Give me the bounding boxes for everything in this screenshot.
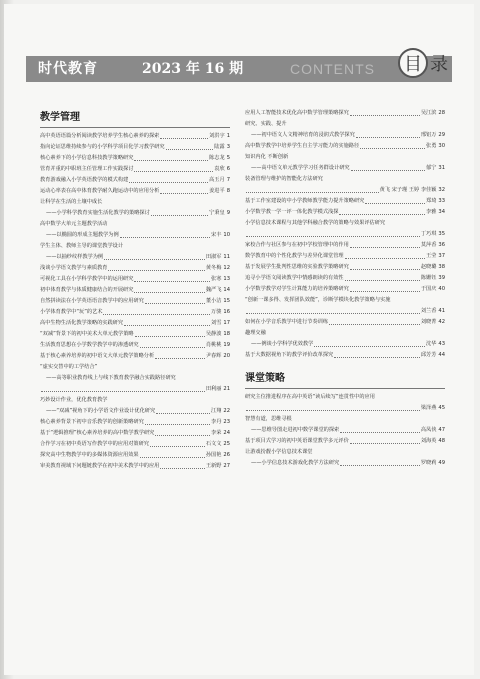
contents-word: CONTENTS [290,61,375,77]
toc-entry-page: 29 [438,132,445,138]
toc-entry-title: 如何在小学音乐教学中进行节奏训练 [245,319,329,325]
toc-leader-dots [134,160,208,161]
toc-entry-page: 8 [226,188,230,194]
toc-entry-author: 吴静波 [205,331,222,337]
toc-entry-author: 袁欣 [214,166,225,172]
toc-entry-title: 指向论证思维持续参与的小学科学项目化学习教学研究 [40,144,165,150]
toc-entry-author: 李雅 [426,209,437,215]
toc-entry-page: 24 [223,430,230,436]
toc-entry [245,163,445,174]
toc-entry-title: 自然拼读法在小学英语语音教学中的应用研究 [40,298,144,304]
toc-leader-dots [129,182,208,183]
toc-entry-title: 核心素养下的小学信息科技教学策略研究 [40,155,134,161]
toc-entry-page: 20 [223,353,230,359]
toc-leader-dots [350,115,420,116]
toc-entry [40,428,230,439]
toc-entry [245,152,445,163]
toc-entry-page: 10 [223,232,230,238]
toc-entry-page: 43 [438,341,445,347]
toc-entry-title: 家校合作与社区参与在初中学校管理中的作用 [245,242,349,248]
toc-leader-dots [108,270,204,271]
toc-entry [40,318,230,329]
toc-entry [245,414,445,425]
toc-entry-page: 3 [226,144,230,150]
toc-entry [40,439,230,450]
toc-entry-title: 管育并重的中职班主任管理工作实践探讨 [40,166,134,172]
toc-entry-title: 让科学在生活的土壤中成长 [40,199,103,205]
toc-entry-author: 莫萍香 [420,242,437,248]
toc-entry-author: 赵晓璐 [420,264,437,270]
toc-entry [40,230,230,241]
toc-entry-title: 生活教育思想在小学数学教学中的渗透研究 [40,342,139,348]
toc-leader-dots [334,357,420,358]
toc-entry-page: 30 [438,143,445,149]
toc-leader-dots [134,281,210,282]
toc-entry-title: 基于发展学生批判性思维的实验教学策略研究 [245,264,349,270]
toc-leader-dots [150,446,205,447]
toc-entry-page: 34 [438,209,445,215]
toc-entry [40,461,230,472]
toc-entry-author: 宋丰 [211,232,222,238]
toc-entry-title: 趣理交融 [245,330,266,336]
toc-entry-page: 40 [438,286,445,292]
toc-entry [245,251,445,262]
toc-entry-page: 27 [223,463,230,469]
right-entry-list-b [245,392,445,469]
toc-entry [245,403,445,414]
toc-entry [245,436,445,447]
toc-leader-dots [135,336,205,337]
toc-entry [40,186,230,197]
toc-entry-page: 41 [438,308,445,314]
toc-entry-author: 宁秉皇 [209,210,225,216]
toc-leader-dots [104,259,205,260]
toc-entry-title: ——“双减”视角下的小学语文作业设计优化研究 [46,408,156,414]
toc-leader-dots [124,325,210,326]
toc-entry-author: 刘海英 [420,438,437,444]
toc-entry [245,229,445,240]
toc-entry-author: 万骏 [211,309,222,315]
toc-leader-dots [350,443,420,444]
toc-entry-page: 19 [223,342,230,348]
toc-entry-author: 邢铝万 [420,132,437,138]
toc-entry [40,395,230,406]
toc-entry-page: 31 [438,165,445,171]
toc-entry-title: 高中生物生活化教学策略的实践研究 [40,320,124,326]
toc-entry-title: 巧妙设计作业，优化教育教学 [40,397,108,403]
toc-entry-title: “虚实交替中的工学结合” [40,364,98,370]
toc-entry-page: 21 [223,386,230,392]
toc-entry [245,350,445,361]
magazine-title: 时代教育 [38,61,98,77]
toc-entry-author: 黄冬梅 [205,265,222,271]
toc-entry-page: 5 [226,155,230,161]
toc-entry [245,306,445,317]
toc-leader-dots [339,214,425,215]
toc-entry [245,174,445,185]
toc-entry-title: “创新一课多得、发挥团队效能”，诊断学模块化教学策略与实施 [245,297,391,303]
toc-entry [40,450,230,461]
toc-entry-author: 孙国艳 [205,452,222,458]
toc-entry-title: ——小学科学教育实施生活化教学的策略探讨 [46,210,150,216]
toc-leader-dots [140,347,205,348]
toc-entry-title: 应用人工智能技术优化高中数学管理策略探究 [245,110,349,116]
toc-entry [245,425,445,436]
toc-entry-author: 沈华 [426,341,437,347]
toc-entry [40,175,230,186]
toc-entry-page: 28 [438,110,445,116]
toc-entry-title: 装备管理与维护的智能化方法研究 [245,176,323,182]
toc-entry [40,164,230,175]
toc-entry-author: 丁巧琪 [420,231,437,237]
toc-entry-page: 42 [438,319,445,325]
toc-entry [40,197,230,208]
toc-entry-title: ——以抽纱纹样教学为例 [46,254,104,260]
toc-entry-title: “双减”背景下的初中美术大单元教学策略 [40,331,134,337]
toc-entry-author: 石文文 [205,441,222,447]
toc-entry-page: 13 [223,276,230,282]
toc-entry [245,284,445,295]
toc-leader-dots [246,236,420,237]
toc-entry-title: 基于工作室建设的中小学教师教学能力提升策略研究 [245,198,365,204]
toc-entry [40,417,230,428]
toc-entry-author: 梁泽燕 [420,405,437,411]
toc-leader-dots [156,413,210,414]
toc-leader-dots [160,138,208,139]
toc-entry-page: 9 [226,210,230,216]
toc-entry [40,142,230,153]
toc-entry-author: 罗晓莉 [420,460,437,466]
toc-entry [40,241,230,252]
toc-entry [245,108,445,119]
toc-entry-author: 刘晓菁 [420,319,437,325]
toc-entry [40,131,230,142]
toc-entry-title: ——初中语文人文精神培育的浸润式教学探究 [251,132,355,138]
toc-entry-title: ——以椭圆的形成主题教学为例 [46,232,119,238]
toc-entry-author: 吴江滨 [420,110,437,116]
toc-entry-page: 7 [226,177,230,183]
toc-entry-title: ——小学信息技术游戏化教学方法研究 [251,460,340,466]
toc-entry-page: 22 [223,408,230,414]
toc-entry-author: 田利丽 [205,386,222,392]
left-column [40,108,230,472]
toc-leader-dots [356,137,420,138]
toc-entry [245,196,445,207]
toc-leader-dots [134,171,213,172]
toc-entry [245,295,445,306]
toc-leader-dots [340,432,420,433]
toc-entry-page: 33 [438,198,445,204]
toc-leader-dots [145,424,210,425]
toc-entry [40,285,230,296]
toc-entry [40,406,230,417]
toc-entry-author: 董小洁 [205,298,222,304]
section-divider [245,388,445,389]
toc-entry-page: 39 [438,275,445,281]
toc-entry-title: ——思维导图走进初中数学课堂的探索 [251,427,340,433]
toc-entry-page: 16 [223,309,230,315]
toc-entry-title: 小学数学教学对学生计算能力的培养策略研究 [245,286,349,292]
toc-entry-title: 运动心率表在高中体育教学耐久跑运动中的应用分析 [40,188,160,194]
toc-leader-dots [155,435,210,436]
toc-entry-title: 高中数学大单元主题教学活动 [40,221,108,227]
toc-entry [245,119,445,130]
toc-entry-title: 高中英语语篇分析阅读教学培养学生核心素养的探索 [40,133,160,139]
toc-entry-title: 智慧有道，思维寻根 [245,416,292,422]
toc-entry [245,392,445,403]
toc-entry-title: 基于核心素养培养的初中语文大单元教学策略分析 [40,353,155,359]
toc-entry-page: 38 [438,264,445,270]
toc-entry-author: 陆露 [214,144,225,150]
toc-entry-title: 审美教育视域下问题链教学在初中美术教学中的应用 [40,463,160,469]
toc-entry [40,263,230,274]
right-entry-list-a [245,108,445,361]
toc-entry-page: 17 [223,320,230,326]
toc-entry [40,329,230,340]
toc-entry-title: 追寻小学语文阅读教学中情感朗读的有效性 [245,275,344,281]
toc-entry-author: 王新野 [205,463,222,469]
toc-entry-page: 37 [438,253,445,259]
toc-entry [40,340,230,351]
toc-entry [40,252,230,263]
toc-leader-dots [166,149,214,150]
toc-leader-dots [350,291,420,292]
toc-entry-title: 研究主位推进程序在高中英语“读后续写”连贯性中的应用 [245,394,375,400]
issue-label: 2023 年 16 期 [142,61,244,77]
toc-entry-page: 49 [438,460,445,466]
toc-entry [245,262,445,273]
toc-entry-title: 高中数学教学中培养学生自主学习能力的实施路径 [245,143,360,149]
toc-entry-title: 小学信息技术课程与其他学科融合教学的策略与效果评估研究 [245,220,386,226]
toc-entry-author: 李荣 [211,430,222,436]
toc-entry-page: 35 [438,231,445,237]
toc-entry [245,328,445,339]
toc-entry-author: 刘雪 [211,320,222,326]
toc-leader-dots [329,324,420,325]
toc-leader-dots [365,203,425,204]
toc-entry [40,208,230,219]
toc-entry [40,373,230,384]
toc-entry-title: ——高等职业教育线上与线下教育教学融合实践路径研究 [46,375,176,381]
section-title-strategy: 课堂策略 [245,373,285,384]
toc-entry-author: 姜进平 [209,188,225,194]
toc-entry-author: 刘兰香 [420,308,437,314]
toc-entry-page: 26 [223,452,230,458]
toc-entry-title: 知识内化 不断创新 [245,154,289,160]
toc-entry-page: 48 [438,438,445,444]
toc-leader-dots [345,280,420,281]
section-title-management: 教学管理 [40,112,80,123]
mulu-char-1: 目 [404,54,422,75]
toc-entry-author: 尹春辉 [205,353,222,359]
toc-entry-page: 44 [438,352,445,358]
toc-entry-author: 陈姗钰 [420,275,437,281]
toc-entry-title: 学生主体、教师主导的课堂教学设计 [40,243,124,249]
toc-entry-page: 6 [226,166,230,172]
toc-entry-author: 刘洪宇 [209,133,225,139]
toc-entry-page: 32 [438,187,445,193]
toc-leader-dots [160,468,204,469]
toc-entry-title: ——高中语文单元教学学习任务群设计研究 [251,165,350,171]
toc-entry-title: 小学数学教一学一评一体化教学模式浅探 [245,209,339,215]
toc-entry-author: 江翔 [211,408,222,414]
toc-entry-title: 让游戏扮靓小学信息技术课堂 [245,449,313,455]
toc-entry-author: 田淑军 [205,254,222,260]
toc-leader-dots [134,292,204,293]
toc-leader-dots [350,269,420,270]
toc-entry-title: 初中体育教学与体质健康结合的开展研究 [40,287,134,293]
toc-leader-dots [120,237,210,238]
toc-entry [245,185,445,196]
toc-leader-dots [151,215,208,216]
toc-entry-author: 郑琦 [426,198,437,204]
toc-entry [245,240,445,251]
toc-leader-dots [160,193,208,194]
toc-entry [245,218,445,229]
toc-leader-dots [351,170,425,171]
toc-entry-title: 数学教育中的个性化教学与差异化课堂管理 [245,253,344,259]
toc-entry [245,273,445,284]
toc-entry-author: 高玉月 [209,177,225,183]
toc-entry-page: 45 [438,405,445,411]
toc-entry-author: 李丹 [211,419,222,425]
toc-entry-page: 36 [438,242,445,248]
left-entry-list [40,131,230,472]
toc-entry-title: 合作学习在初中英语写作教学中的应用对策研究 [40,441,149,447]
toc-entry-title: 基于“逻辑推理”核心素养培养的高中数学教学研究 [40,430,155,436]
toc-entry-author: 邱芳芳 [420,352,437,358]
toc-entry [40,384,230,395]
toc-entry-author: 张勇 [426,143,437,149]
toc-entry-page: 14 [223,287,230,293]
toc-entry-page: 23 [223,419,230,425]
toc-entry-title: 核心素养背景下初中音乐教学的创新策略研究 [40,419,144,425]
toc-entry-author: 于国庆 [420,286,437,292]
toc-entry-title: 研究、实践、提升 [245,121,287,127]
toc-entry-page: 12 [223,265,230,271]
toc-leader-dots [360,148,425,149]
toc-entry-author: 郁宁 [426,165,437,171]
toc-entry-author: 陈志龙 [209,155,225,161]
toc-entry-title: 基于大数据视角下的教学评价改革探究 [245,352,334,358]
toc-entry-author: 肖桃桃 [205,342,222,348]
toc-leader-dots [246,313,420,314]
toc-entry [245,130,445,141]
toc-entry-page: 18 [223,331,230,337]
toc-entry-page: 1 [226,133,230,139]
toc-entry-title: 可视化工具在小学科学教学中的运用研究 [40,276,134,282]
toc-leader-dots [246,410,420,411]
toc-entry [40,274,230,285]
toc-entry-title: ——例谈小学科学优效教学 [251,341,314,347]
toc-entry-title: 探究高中生物教学中的多媒体资源应用效果 [40,452,139,458]
toc-entry-page: 25 [223,441,230,447]
toc-leader-dots [340,465,420,466]
toc-entry [245,447,445,458]
toc-entry-author: 高凤侠 [420,427,437,433]
toc-leader-dots [314,346,425,347]
toc-entry-page: 11 [223,254,230,260]
toc-entry [40,219,230,230]
toc-entry [245,207,445,218]
toc-leader-dots [145,303,205,304]
toc-entry [245,339,445,350]
toc-entry-title: 浅谈小学语文教学与素质教育 [40,265,108,271]
toc-entry [245,141,445,152]
toc-entry-author: 魏严飞 [205,287,222,293]
section-divider [40,127,230,128]
mulu-char-2: 录 [430,54,448,75]
toc-leader-dots [345,258,425,259]
toc-entry-title: 教育游戏融入小学英语教学的模式构建 [40,177,129,183]
toc-leader-dots [103,314,210,315]
toc-leader-dots [155,358,205,359]
toc-entry [40,307,230,318]
toc-entry-page: 15 [223,298,230,304]
toc-leader-dots [246,192,379,193]
toc-leader-dots [41,391,205,392]
toc-entry [40,296,230,307]
toc-entry-author: 王莹 [426,253,437,259]
right-column [245,108,445,469]
toc-entry-title: 小学体育教学中“玩”的艺术 [40,309,103,315]
toc-entry-author: 张寒 [211,276,222,282]
toc-entry-page: 47 [438,427,445,433]
toc-entry [40,362,230,373]
toc-entry-author: 黄飞 宋子瑾 王婷 李佳颖 [379,187,437,193]
toc-entry [40,351,230,362]
toc-leader-dots [140,457,205,458]
toc-entry [245,458,445,469]
toc-entry-title: 基于项目式学习的初中英语课堂教学多元评价 [245,438,349,444]
toc-entry [40,153,230,164]
toc-entry [245,317,445,328]
toc-leader-dots [350,247,420,248]
